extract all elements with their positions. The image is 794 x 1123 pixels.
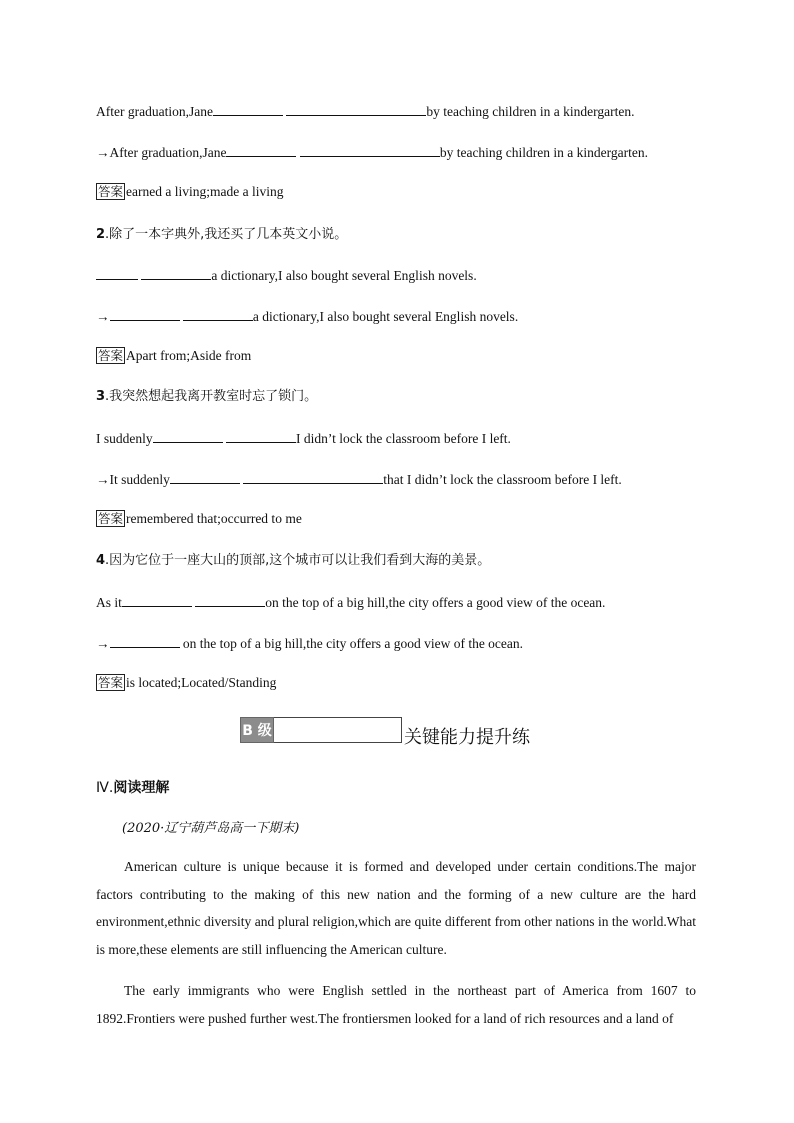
q2-answer-text: Apart from;Aside from — [126, 348, 252, 363]
q1-line1-suffix: by teaching children in a kindergarten. — [426, 104, 635, 119]
blank[interactable] — [96, 266, 138, 280]
section-title: 关键能力提升练 — [404, 727, 530, 748]
q1-line1 — [96, 102, 635, 121]
passage-source: (2020·辽宁葫芦岛高一下期末) — [122, 821, 300, 836]
blank[interactable] — [243, 470, 383, 484]
blank[interactable] — [110, 307, 180, 321]
answer-label: 答案 — [98, 675, 124, 690]
blank[interactable] — [170, 470, 240, 484]
q1-answer — [96, 183, 283, 201]
q2-line1-suffix: a dictionary,I also bought several English novels. — [211, 268, 477, 283]
q3-number: 3 — [96, 389, 106, 404]
q2-line2-prefix: → — [96, 309, 110, 324]
blank[interactable] — [226, 429, 296, 443]
part4-heading — [96, 777, 169, 797]
q4-line2-suffix: on the top of a big hill,the city offers a good view of the ocean. — [179, 636, 524, 651]
blank[interactable] — [110, 634, 180, 648]
q4-prompt: .因为它位于一座大山的顶部,这个城市可以让我们看到大海的美景。 — [105, 553, 491, 568]
q1-answer-text: earned a living;made a living — [126, 184, 284, 199]
blank[interactable] — [300, 143, 440, 157]
q3-answer-text: remembered that;occurred to me — [126, 511, 302, 526]
part4-title: 阅读理解 — [113, 780, 170, 796]
q3-prompt-line — [96, 388, 317, 406]
level-badge: B 级 — [240, 717, 274, 743]
q1-line1-prefix: After graduation,Jane — [96, 104, 213, 119]
q4-answer — [96, 674, 276, 692]
q3-prompt: .我突然想起我离开教室时忘了锁门。 — [105, 389, 318, 404]
q3-line1-prefix: I suddenly — [96, 431, 153, 446]
part4-roman: Ⅳ. — [96, 780, 114, 796]
section-header — [240, 717, 530, 748]
q4-prompt-line — [96, 552, 490, 570]
q2-line2 — [96, 307, 518, 326]
blank[interactable] — [141, 266, 211, 280]
q4-answer-text: is located;Located/Standing — [126, 675, 277, 690]
q2-line2-suffix: a dictionary,I also bought several English novels. — [252, 309, 519, 324]
q4-line2-prefix: → — [96, 636, 110, 651]
q3-line1-suffix: I didn’t lock the classroom before I left. — [296, 431, 511, 446]
q1-line2-suffix: by teaching children in a kindergarten. — [439, 145, 649, 160]
answer-label: 答案 — [98, 348, 124, 363]
q3-line1 — [96, 429, 511, 448]
blank[interactable] — [183, 307, 253, 321]
q3-line2-prefix: →It suddenly — [96, 472, 170, 487]
q3-answer — [96, 510, 302, 528]
q2-answer — [96, 347, 251, 365]
q4-line2 — [96, 634, 523, 653]
badge-bar — [274, 717, 402, 743]
blank[interactable] — [226, 143, 296, 157]
answer-label: 答案 — [98, 511, 124, 526]
passage-paragraph-1: American culture is unique because it is formed and developed under certain conditions.The major factors contributing to the making of this new nation and the forming of a new culture are the hard environment,ethnic diversity and plural religion,which are quite different from other nations in the world.What is more,these elements are still influencing the American culture. — [96, 859, 696, 957]
q4-line1-prefix: As it — [96, 595, 122, 610]
blank[interactable] — [122, 593, 192, 607]
q2-number: 2 — [96, 227, 106, 242]
q4-line1-suffix: on the top of a big hill,the city offers a good view of the ocean. — [265, 595, 606, 610]
blank[interactable] — [153, 429, 223, 443]
blank[interactable] — [195, 593, 265, 607]
q4-line1 — [96, 593, 605, 612]
q2-line1 — [96, 266, 477, 285]
q2-prompt: .除了一本字典外,我还买了几本英文小说。 — [105, 227, 348, 242]
q1-line2 — [96, 143, 648, 162]
blank[interactable] — [213, 102, 283, 116]
q3-line2 — [96, 470, 622, 489]
blank[interactable] — [286, 102, 426, 116]
passage-paragraph-2: The early immigrants who were English settled in the northeast part of America from 1607 to 1892.Frontiers were pushed further west.The frontiersmen looked for a land of rich resources and a land of — [96, 983, 696, 1026]
answer-label: 答案 — [98, 184, 124, 199]
q4-number: 4 — [96, 553, 106, 568]
q1-line2-prefix: →After graduation,Jane — [96, 145, 227, 160]
q3-line2-suffix: that I didn’t lock the classroom before I left. — [383, 472, 622, 487]
q2-prompt-line — [96, 226, 347, 244]
